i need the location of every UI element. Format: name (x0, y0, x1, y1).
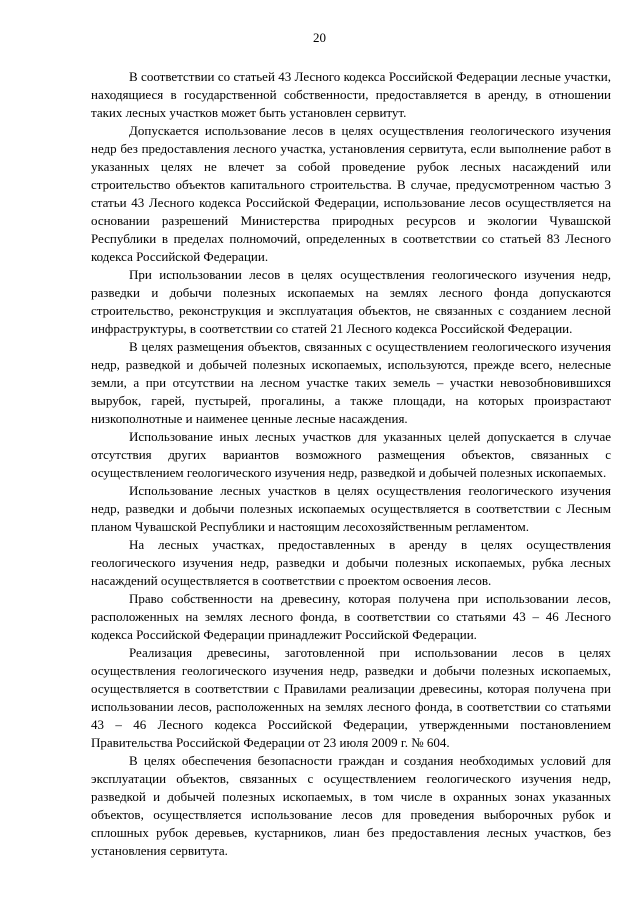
paragraph: В целях обеспечения безопасности граждан и создания необходимых условий для эксплуатации объектов, связанных с осуществлением геологического изучения недр, разведкой и добычей полезных ископаемых, в том числе в охранных зонах указанных объектов, осуществляется использование лесов для проведения выборочных рубок и сплошных рубок деревьев, кустарников, лиан без предоставления лесных участков, без установления сервитута. (91, 753, 611, 858)
paragraph: Использование лесных участков в целях осуществления геологического изучения недр, разведки и добычи полезных ископаемых осуществляется в соответствии с Лесным планом Чувашской Республики и настоящим лесохозяйственным регламентом. (91, 483, 611, 534)
paragraph: Допускается использование лесов в целях осуществления геологического изучения недр без предоставления лесного участка, установления сервитута, если выполнение работ в указанных целях не влечет за собой проведение рубок лесных насаждений или строительство объектов капитального строительства. В случае, предусмотренном частью 3 статьи 43 Лесного кодекса Российской Федерации, использование лесов осуществляется на основании разрешений Министерства природных ресурсов и экологии Чувашской Республики в пределах полномочий, определенных в соответствии со статьей 83 Лесного кодекса Российской Федерации. (91, 123, 611, 264)
paragraph: При использовании лесов в целях осуществления геологического изучения недр, разведки и добычи полезных ископаемых на землях лесного фонда допускаются строительство, реконструкция и эксплуатация объектов, не связанных с созданием лесной инфраструктуры, в соответствии со статей 21 Лесного кодекса Российской Федерации. (91, 267, 611, 336)
document-body (91, 68, 611, 860)
paragraph: В соответствии со статьей 43 Лесного кодекса Российской Федерации лесные участки, находящиеся в государственной собственности, предоставляется в аренду, в отношении таких лесных участков может быть установлен сервитут. (91, 69, 611, 120)
paragraph: На лесных участках, предоставленных в аренду в целях осуществления геологического изучения недр, разведки и добычи полезных ископаемых, рубка лесных насаждений осуществляется в соответствии с проектом освоения лесов. (91, 537, 611, 588)
page-number: 20 (313, 30, 326, 45)
paragraph: Право собственности на древесину, которая получена при использовании лесов, расположенных на землях лесного фонда, в соответствии со статьями 43 – 46 Лесного кодекса Российской Федерации принадлежит Российской Федерации. (91, 591, 611, 642)
paragraph: В целях размещения объектов, связанных с осуществлением геологического изучения недр, разведкой и добычей полезных ископаемых, используются, прежде всего, нелесные земли, а при отсутствии на лесном участке таких земель – участки невозобновившихся вырубок, гарей, пустырей, прогалины, а также площади, на которых произрастают низкополнотные и наименее ценные лесные насаждения. (91, 339, 611, 426)
paragraph: Реализация древесины, заготовленной при использовании лесов в целях осуществления геологического изучения недр, разведки и добычи полезных ископаемых, осуществляется в соответствии с Правилами реализации древесины, которая получена при использовании лесов, расположенных на землях лесного фонда, в соответствии со статьями 43 – 46 Лесного кодекса Российской Федерации, утвержденными постановлением Правительства Российской Федерации от 23 июля 2009 г. № 604. (91, 645, 611, 750)
paragraph: Использование иных лесных участков для указанных целей допускается в случае отсутствия других вариантов возможного размещения объектов, связанных с осуществлением геологического изучения недр, разведкой и добычей полезных ископаемых. (91, 429, 611, 480)
